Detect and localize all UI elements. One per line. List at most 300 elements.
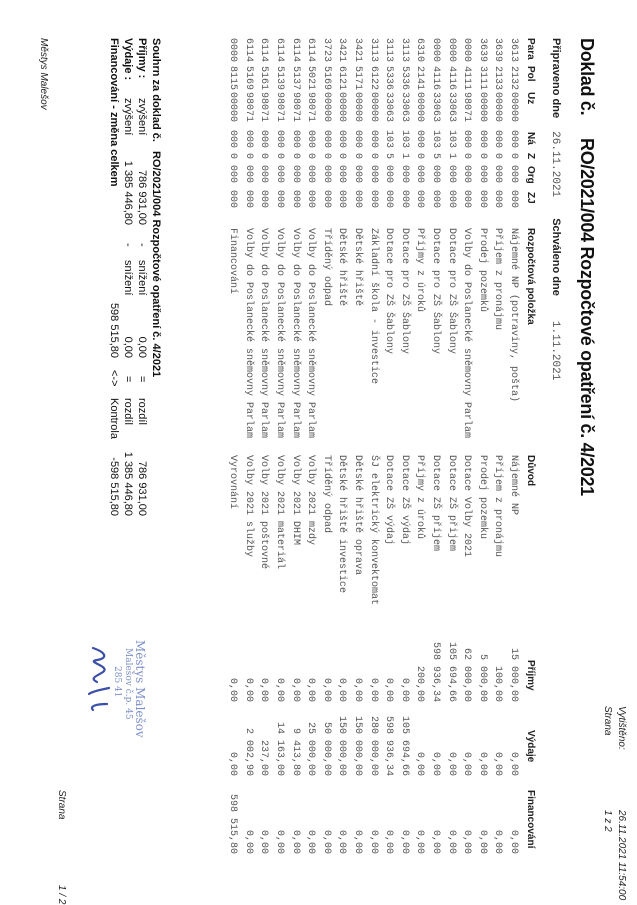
print-info [599, 706, 627, 900]
cell-zj: 000 [274, 190, 285, 209]
cell-polozka: Volby do Poslanecké sněmovny Parlam [289, 228, 301, 439]
cell-pol: 5171 [352, 66, 363, 91]
kontrola-value: -598 515,80 [108, 457, 120, 516]
cell-financovani: 0,00 [508, 829, 519, 854]
col-org: Org [525, 166, 536, 184]
cell-para: 6114 [274, 38, 285, 63]
page-title [576, 38, 597, 496]
cell-org: 000 [352, 165, 363, 184]
cell-duvod: Volby 2021 služby [242, 455, 254, 558]
cell-para: 3639 [476, 38, 488, 63]
col-vydaje: Výdaje [525, 730, 536, 763]
vydaje-label: Výdaje : [122, 38, 134, 81]
cell-prijmy: 0,00 [227, 677, 239, 702]
cell-financovani: 0,00 [242, 829, 254, 854]
cell-vydaje: 2 002,90 [242, 727, 254, 776]
table-row [348, 0, 363, 900]
cell-polozka: Nájemné NP (potraviny, pošta) [508, 228, 519, 403]
cell-pol: 2141 [414, 66, 426, 91]
cell-para: 0000 [461, 38, 473, 63]
footer-org: Městys Malešov [38, 38, 49, 110]
cell-na: 000 [289, 130, 301, 149]
cell-duvod: Dotace ZŠ příjem [430, 455, 441, 552]
cell-polozka: Dětské hřiště [336, 228, 348, 307]
cell-financovani: 0,00 [367, 829, 379, 854]
cell-uz: 98071 [461, 92, 473, 123]
cell-na: 000 [305, 130, 317, 149]
cell-prijmy: 15 000,00 [508, 647, 519, 702]
cell-zj: 000 [430, 190, 441, 209]
cell-duvod: Příjmy z úroků [414, 455, 426, 540]
cell-prijmy: 0,00 [352, 677, 363, 702]
cell-org: 000 [414, 165, 426, 184]
cell-zj: 000 [492, 190, 504, 209]
cell-uz: 00000 [508, 92, 519, 123]
table-row [239, 0, 254, 900]
cell-polozka: Financování [227, 228, 239, 295]
fin-value: 598 515,80 [108, 302, 120, 358]
cell-polozka: Volby do Poslanecké sněmovny Parlam [258, 228, 270, 439]
cell-duvod: Tříděný odpad [320, 455, 332, 534]
cell-duvod: Volby 2021 mzdy [305, 455, 317, 546]
cell-uz: 98071 [274, 92, 285, 123]
cell-vydaje: 150 000,00 [352, 715, 363, 776]
cell-zj: 000 [414, 190, 426, 209]
cell-vydaje: 105 694,66 [398, 715, 410, 776]
vydaje-eq: = [122, 376, 134, 383]
col-polozka: Rozpočtová položka [525, 228, 536, 325]
cell-prijmy: 0,00 [289, 677, 301, 702]
cell-org: 000 [508, 165, 519, 184]
cell-duvod: Dotace ZŠ přijem [445, 455, 457, 552]
cell-para: 0000 [430, 38, 441, 63]
cell-z: 0 [227, 153, 239, 160]
cell-z: 1 [398, 153, 410, 160]
fin-neq: <-> [108, 370, 120, 387]
cell-na: 000 [476, 130, 488, 149]
cell-uz: 00000 [492, 92, 504, 123]
cell-uz: 00000 [476, 92, 488, 123]
cell-para: 6114 [242, 38, 254, 63]
table-row [286, 0, 301, 900]
cell-org: 000 [445, 165, 457, 184]
prijmy-eq: = [136, 376, 148, 383]
doc-number: RO/2021/004 Rozpočtové opatření č. 4/2021 [577, 138, 597, 496]
cell-financovani: 0,00 [414, 829, 426, 854]
prijmy-snizeni-label: snížení [136, 260, 148, 296]
cell-prijmy: 0,00 [367, 677, 379, 702]
cell-na: 000 [414, 130, 426, 149]
cell-duvod: Volby 2021 poštovné [258, 455, 270, 570]
cell-z: 0 [461, 153, 473, 160]
cell-para: 6114 [289, 38, 301, 63]
col-uz: Uz [525, 92, 536, 105]
prijmy-snizeni-value: 0,00 [136, 336, 148, 358]
cell-vydaje: 150 000,00 [336, 715, 348, 776]
cell-financovani: 0,00 [305, 829, 317, 854]
cell-financovani: 598 515,80 [227, 793, 239, 854]
cell-na: 103 [445, 130, 457, 149]
vydaje-rozdil-label: rozdíl [122, 398, 134, 425]
fin-label: Financování - změna celkem [108, 38, 120, 187]
cell-na: 000 [367, 130, 379, 149]
table-row [410, 0, 425, 900]
footer-page-label: Strana [56, 790, 67, 820]
vydaje-dash: - [122, 243, 134, 247]
cell-prijmy: 0,00 [305, 677, 317, 702]
cell-prijmy: 0,00 [274, 677, 285, 702]
cell-polozka: Dotace pro ZŠ Šablony [398, 228, 410, 355]
table-row [254, 0, 269, 900]
summary-title: Souhrn za doklad č. [150, 38, 162, 142]
cell-para: 6114 [305, 38, 317, 63]
prijmy-zvyseni-label: zvýšení [136, 98, 148, 136]
approved-label: Schváleno dne [550, 218, 562, 296]
cell-zj: 000 [352, 190, 363, 209]
table-row [488, 0, 503, 900]
cell-zj: 000 [383, 190, 395, 209]
cell-na: 103 [398, 130, 410, 149]
page-label-top: Strana [602, 706, 613, 736]
cell-polozka: Volby do Poslanecké sněmovny Parlam [242, 228, 254, 439]
cell-duvod: Volby 2021 DHIM [289, 455, 301, 546]
cell-duvod: ŠJ elektrický konvektomat [367, 455, 379, 606]
cell-na: 000 [227, 130, 239, 149]
cell-pol: 5137 [289, 66, 301, 91]
cell-uz: 33063 [383, 92, 395, 123]
cell-na: 000 [336, 130, 348, 149]
cell-na: 000 [258, 130, 270, 149]
cell-duvod: Nájemné NP [508, 455, 519, 516]
cell-vydaje: 14 163,00 [274, 721, 285, 776]
cell-polozka: Prodej pozemků [476, 228, 488, 313]
cell-prijmy: 0,00 [242, 677, 254, 702]
cell-polozka: Dotace pro ZŠ Šablony [383, 228, 395, 355]
cell-na: 000 [492, 130, 504, 149]
cell-zj: 000 [336, 190, 348, 209]
stamp-line2: Malešov č.p. 45 [123, 648, 133, 720]
cell-para: 3639 [492, 38, 504, 63]
cell-vydaje: 237,00 [258, 739, 270, 776]
prijmy-zvyseni-value: 786 931,00 [136, 169, 148, 225]
cell-vydaje: 0,00 [461, 751, 473, 776]
kontrola-label: Kontrola [108, 398, 120, 439]
cell-uz: 98071 [258, 92, 270, 123]
cell-uz: 00000 [414, 92, 426, 123]
cell-pol: 6122 [367, 66, 379, 91]
signature-icon [79, 640, 119, 750]
cell-para: 0000 [445, 38, 457, 63]
cell-financovani: 0,00 [430, 829, 441, 854]
cell-duvod: Dotace ZŠ výdaj [398, 455, 410, 546]
cell-uz: 00000 [352, 92, 363, 123]
cell-prijmy: 5 000,00 [476, 653, 488, 702]
col-z: Z [525, 153, 536, 160]
cell-zj: 000 [227, 190, 239, 209]
cell-para: 3723 [320, 38, 332, 63]
cell-z: 0 [305, 153, 317, 160]
cell-polozka: Dětské hřiště [352, 228, 363, 307]
cell-pol: 5021 [305, 66, 317, 91]
cell-na: 103 [430, 130, 441, 149]
cell-financovani: 0,00 [289, 829, 301, 854]
cell-na: 000 [320, 130, 332, 149]
cell-para: 3113 [398, 38, 410, 63]
cell-pol: 4111 [461, 66, 473, 91]
cell-na: 000 [461, 130, 473, 149]
cell-uz: 00000 [320, 92, 332, 123]
cell-org: 000 [476, 165, 488, 184]
cell-vydaje: 9 413,80 [289, 727, 301, 776]
cell-prijmy: 105 694,66 [445, 641, 457, 702]
cell-pol: 2133 [492, 66, 504, 91]
cell-financovani: 0,00 [274, 829, 285, 854]
vydaje-zvyseni-label: zvýšení [122, 98, 134, 136]
table-row [379, 0, 394, 900]
page-value-top: 1 z 2 [602, 810, 613, 832]
cell-vydaje: 0,00 [414, 751, 426, 776]
col-pol: Pol [525, 66, 536, 82]
cell-org: 000 [367, 165, 379, 184]
prepared-value: 26.11.2021 [549, 131, 561, 198]
table-row [395, 0, 410, 900]
summary-doc: RO/2021/004 Rozpočtové opatření č. 4/2021 [150, 150, 162, 378]
cell-z: 0 [367, 153, 379, 160]
cell-zj: 000 [461, 190, 473, 209]
cell-prijmy: 100,00 [492, 665, 504, 702]
cell-financovani: 0,00 [258, 829, 270, 854]
cell-financovani: 0,00 [461, 829, 473, 854]
vydaje-snizeni-label: snížení [122, 260, 134, 296]
official-stamp [77, 640, 147, 750]
cell-duvod: Prodej pozemku [476, 455, 488, 540]
vydaje-zvyseni-value: 1 385 446,80 [122, 160, 134, 225]
cell-financovani: 0,00 [352, 829, 363, 854]
cell-na: 000 [242, 130, 254, 149]
cell-vydaje: 0,00 [492, 751, 504, 776]
issued-date: 26.11.2021 [616, 810, 627, 860]
approved-value: 1.11.2021 [549, 320, 561, 381]
cell-z: 5 [383, 153, 395, 160]
cell-para: 3421 [352, 38, 363, 63]
cell-duvod: Dětské hřiště oprava [352, 455, 363, 576]
cell-pol: 5169 [242, 66, 254, 91]
cell-org: 000 [274, 165, 285, 184]
cell-uz: 00000 [336, 92, 348, 123]
cell-uz: 98071 [242, 92, 254, 123]
cell-duvod: Vyrovnání [227, 455, 239, 510]
cell-polozka: Volby do Poslanecké sněmovny Parlam [305, 228, 317, 439]
cell-pol: 5336 [398, 66, 410, 91]
cell-uz: 00000 [227, 92, 239, 123]
table-row [223, 0, 238, 900]
cell-org: 000 [258, 165, 270, 184]
cell-para: 3113 [367, 38, 379, 63]
cell-polozka: Tříděný odpad [320, 228, 332, 307]
cell-vydaje: 0,00 [445, 751, 457, 776]
cell-vydaje: 0,00 [476, 751, 488, 776]
cell-z: 0 [352, 153, 363, 160]
cell-org: 000 [461, 165, 473, 184]
cell-org: 000 [320, 165, 332, 184]
cell-zj: 000 [445, 190, 457, 209]
table-row [504, 0, 519, 900]
table-row [442, 0, 457, 900]
cell-pol: 3111 [476, 66, 488, 91]
footer-page-value: 1 / 2 [56, 885, 67, 905]
cell-zj: 000 [242, 190, 254, 209]
cell-vydaje: 0,00 [508, 751, 519, 776]
cell-org: 000 [430, 165, 441, 184]
cell-financovani: 0,00 [492, 829, 504, 854]
cell-z: 0 [258, 153, 270, 160]
col-na: Ná [525, 132, 536, 145]
prepared-label: Připraveno dne [550, 38, 562, 119]
cell-duvod: Příjem z pronájmu [492, 455, 504, 558]
doc-label: Doklad č. [577, 38, 597, 116]
vydaje-snizeni-value: 0,00 [122, 336, 134, 358]
cell-pol: 8115 [227, 66, 239, 91]
cell-para: 0000 [227, 38, 239, 63]
cell-uz: 98071 [289, 92, 301, 123]
cell-z: 1 [445, 153, 457, 160]
cell-prijmy: 62 000,00 [461, 647, 473, 702]
cell-prijmy: 0,00 [398, 677, 410, 702]
issued-time: 11:54:00 [616, 862, 627, 901]
cell-para: 3113 [383, 38, 395, 63]
col-prijmy: Příjmy [525, 660, 536, 691]
cell-vydaje: 280 000,00 [367, 715, 379, 776]
cell-org: 000 [492, 165, 504, 184]
cell-na: 000 [508, 130, 519, 149]
cell-zj: 000 [398, 190, 410, 209]
prijmy-dash: - [136, 243, 148, 247]
col-para: Para [525, 38, 536, 60]
cell-vydaje: 50 000,00 [320, 721, 332, 776]
table-row [426, 0, 441, 900]
cell-pol: 4116 [445, 66, 457, 91]
cell-para: 6310 [414, 38, 426, 63]
col-duvod: Důvod [525, 455, 536, 487]
prijmy-rozdil-label: rozdíl [136, 398, 148, 425]
cell-para: 3613 [508, 38, 519, 63]
cell-org: 000 [289, 165, 301, 184]
cell-org: 000 [305, 165, 317, 184]
col-zj: ZJ [525, 192, 536, 204]
cell-vydaje: 25 000,00 [305, 721, 317, 776]
cell-prijmy: 0,00 [336, 677, 348, 702]
cell-financovani: 0,00 [383, 829, 395, 854]
cell-pol: 2132 [508, 66, 519, 91]
cell-para: 3421 [336, 38, 348, 63]
cell-financovani: 0,00 [320, 829, 332, 854]
stamp-line3: 285 41 [112, 666, 122, 698]
cell-zj: 000 [305, 190, 317, 209]
cell-na: 103 [383, 130, 395, 149]
cell-polozka: Volby do Poslanecké sněmovny Parlam [274, 228, 285, 439]
cell-z: 0 [476, 153, 488, 160]
cell-polozka: Dotace pro ZŠ Šablony [445, 228, 457, 355]
cell-zj: 000 [320, 190, 332, 209]
col-financovani: Financování [525, 790, 536, 849]
cell-duvod: Dětské hřiště investice [336, 455, 348, 594]
table-row [473, 0, 488, 900]
cell-zj: 000 [289, 190, 301, 209]
cell-zj: 000 [508, 190, 519, 209]
cell-prijmy: 0,00 [320, 677, 332, 702]
cell-financovani: 0,00 [476, 829, 488, 854]
cell-vydaje: 0,00 [430, 751, 441, 776]
cell-z: 0 [274, 153, 285, 160]
cell-vydaje: 598 936,34 [383, 715, 395, 776]
cell-polozka: Příjmy z úroků [414, 228, 426, 313]
cell-zj: 000 [258, 190, 270, 209]
table-row [270, 0, 285, 900]
doc-meta [549, 38, 562, 380]
cell-duvod: Dotace ZŠ výdaj [383, 455, 395, 546]
cell-prijmy: 200,00 [414, 665, 426, 702]
cell-uz: 33063 [430, 92, 441, 123]
cell-prijmy: 0,00 [258, 677, 270, 702]
cell-prijmy: 0,00 [383, 677, 395, 702]
cell-duvod: Dotace Volby 2021 [461, 455, 473, 558]
cell-org: 000 [398, 165, 410, 184]
cell-org: 000 [336, 165, 348, 184]
cell-na: 000 [274, 130, 285, 149]
cell-org: 000 [227, 165, 239, 184]
cell-org: 000 [242, 165, 254, 184]
cell-financovani: 0,00 [445, 829, 457, 854]
cell-duvod: Volby 2021 materiál [274, 455, 285, 570]
cell-prijmy: 598 936,34 [430, 641, 441, 702]
cell-polozka: Základní škola - investice [367, 228, 379, 385]
cell-z: 0 [492, 153, 504, 160]
cell-pol: 6121 [336, 66, 348, 91]
cell-polozka: Dotace pro ZŠ Šablony [430, 228, 441, 355]
cell-z: 0 [414, 153, 426, 160]
cell-uz: 33063 [445, 92, 457, 123]
cell-uz: 33063 [398, 92, 410, 123]
cell-z: 0 [289, 153, 301, 160]
issued-label: Vytištěno: [616, 706, 627, 750]
cell-vydaje: 0,00 [227, 751, 239, 776]
cell-na: 000 [352, 130, 363, 149]
table-row [332, 0, 347, 900]
footer-page [56, 790, 67, 905]
cell-zj: 000 [476, 190, 488, 209]
prijmy-label: Příjmy : [136, 38, 148, 79]
cell-pol: 4116 [430, 66, 441, 91]
stamp-line1: Městys Malešov [133, 640, 147, 738]
cell-pol: 5169 [320, 66, 332, 91]
prijmy-rozdil-value: 786 931,00 [136, 460, 148, 516]
cell-z: 5 [430, 153, 441, 160]
cell-financovani: 0,00 [398, 829, 410, 854]
table-row [301, 0, 316, 900]
cell-para: 6114 [258, 38, 270, 63]
cell-org: 000 [383, 165, 395, 184]
cell-zj: 000 [367, 190, 379, 209]
cell-polozka: Příjem z pronájmu [492, 228, 504, 331]
cell-polozka: Volby do Poslanecké sněmovny Parlam [461, 228, 473, 439]
table-row [317, 0, 332, 900]
cell-z: 0 [508, 153, 519, 160]
cell-uz: 98071 [305, 92, 317, 123]
cell-z: 0 [336, 153, 348, 160]
cell-pol: 5336 [383, 66, 395, 91]
cell-financovani: 0,00 [336, 829, 348, 854]
cell-z: 0 [320, 153, 332, 160]
